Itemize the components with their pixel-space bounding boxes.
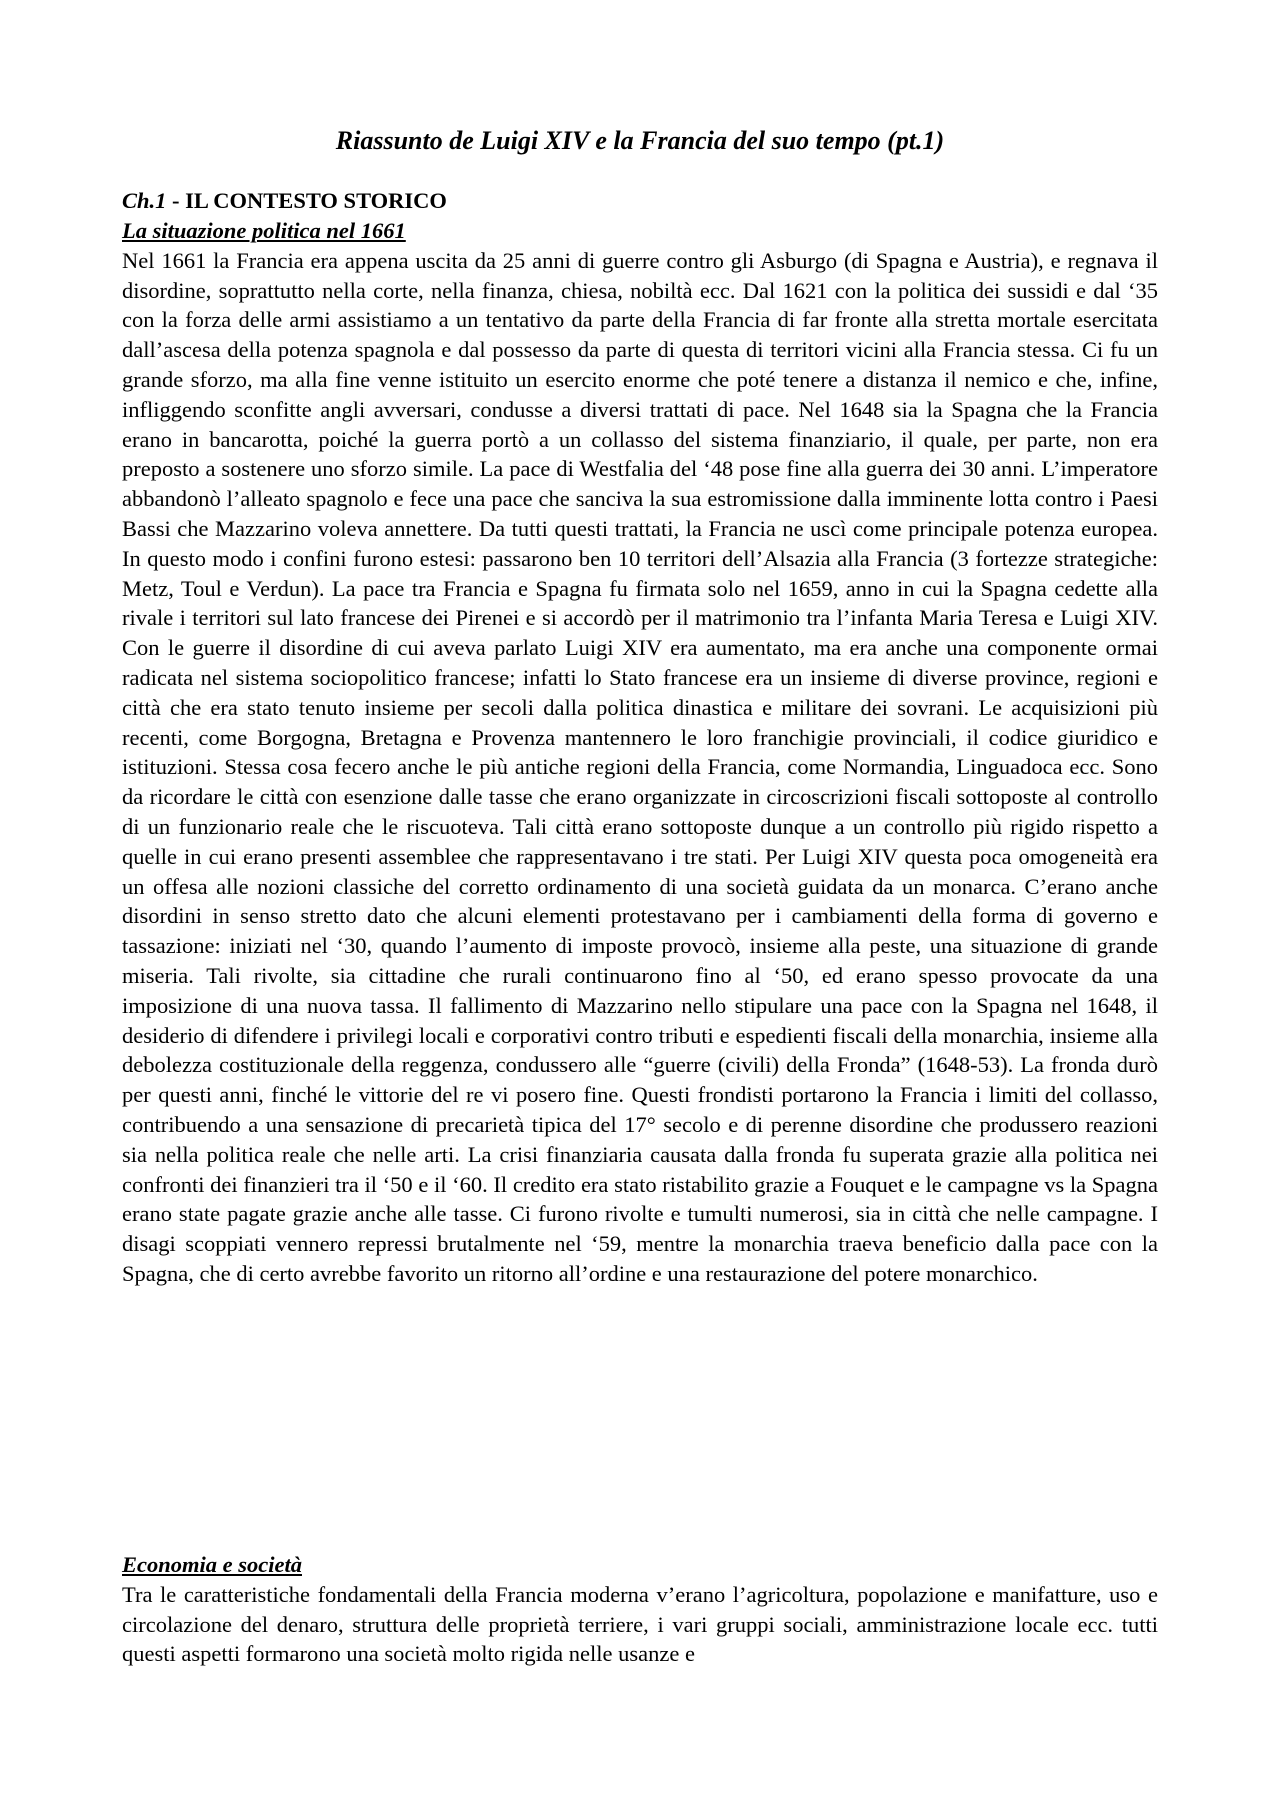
chapter-heading bbox=[122, 186, 447, 216]
section-body: Nel 1661 la Francia era appena uscita da 25 anni di guerre contro gli Asburgo (di Spagna e Austria), e regnava il disordine, soprattutto nella corte, nella finanza, chiesa, nobiltà ecc. Dal 1621 con la politica dei sussidi e dal ‘35 con la forza delle armi assistiamo a un tentativo da parte della Francia di far fronte alla stretta mortale esercitata dall’ascesa della potenza spagnola e dal possesso da parte di questa di territori vicini alla Francia stessa. Ci fu un grande sforzo, ma alla fine venne istituito un esercito enorme che poté tenere a distanza il nemico e che, infine, infliggendo sconfitte angli avversari, condusse a diversi trattati di pace. Nel 1648 sia la Spagna che la Francia erano in bancarotta, poiché la guerra portò a un collasso del sistema finanziario, il quale, per parte, non era preposto a sostenere uno sforzo simile. La pace di Westfalia del ‘48 pose fine alla guerra dei 30 anni. L’imperatore abbandonò l’alleato spagnolo e fece una pace che sanciva la sua estromissione dalla imminente lotta contro i Paesi Bassi che Mazzarino voleva annettere. Da tutti questi trattati, la Francia ne uscì come principale potenza europea. In questo modo i confini furono estesi: passarono ben 10 territori dell’Alsazia alla Francia (3 fortezze strategiche: Metz, Toul e Verdun). La pace tra Francia e Spagna fu firmata solo nel 1659, anno in cui la Spagna cedette alla rivale i territori sul lato francese dei Pirenei e si accordò per il matrimonio tra l’infanta Maria Teresa e Luigi XIV. Con le guerre il disordine di cui aveva parlato Luigi XIV era aumentato, ma era anche una componente ormai radicata nel sistema sociopolitico francese; infatti lo Stato francese era un insieme di diverse province, regioni e città che era stato tenuto insieme per secoli dalla politica dinastica e militare dei sovrani. Le acquisizioni più recenti, come Borgogna, Bretagna e Provenza mantennero le loro franchigie provinciali, il codice giuridico e istituzioni. Stessa cosa fecero anche le più antiche regioni della Francia, come Normandia, Linguadoca ecc. Sono da ricordare le città con esenzione dalle tasse che erano organizzate in circoscrizioni fiscali sottoposte al controllo di un funzionario reale che le riscuoteva. Tali città erano sottoposte dunque a un controllo più rigido rispetto a quelle in cui erano presenti assemblee che rappresentavano i tre stati. Per Luigi XIV questa poca omogeneità era un offesa alle nozioni classiche del corretto ordinamento di una società guidata da un monarca. C’erano anche disordini in senso stretto dato che alcuni elementi protestavano per i cambiamenti della forma di governo e tassazione: iniziati nel ‘30, quando l’aumento di imposte provocò, insieme alla peste, una situazione di grande miseria. Tali rivolte, sia cittadine che rurali continuarono fino al ‘50, ed erano spesso provocate da una imposizione di una nuova tassa. Il fallimento di Mazzarino nello stipulare una pace con la Spagna nel 1648, il desiderio di difendere i privilegi locali e corporativi contro tributi e espedienti fiscali della monarchia, insieme alla debolezza costituzionale della reggenza, condussero alle “guerre (civili) della Fronda” (1648-53). La fronda durò per questi anni, finché le vittorie del re vi posero fine. Questi frondisti portarono la Francia i limiti del collasso, contribuendo a una sensazione di precarietà tipica del 17° secolo e di perenne disordine che produssero reazioni sia nella politica reale che nelle arti. La crisi finanziaria causata dalla fronda fu superata grazie alla politica nei confronti dei finanzieri tra il ‘50 e il ‘60. Il credito era stato ristabilito grazie a Fouquet e le campagne vs la Spagna erano state pagate grazie anche alle tasse. Ci furono rivolte e tumulti numerosi, sia in città che nelle campagne. I disagi scoppiati vennero repressi brutalmente nel ‘59, mentre la monarchia traeva beneficio dalla pace con la Spagna, che di certo avrebbe favorito un ritorno all’ordine e una restaurazione del potere monarchico. bbox=[122, 247, 1158, 1286]
chapter-separator: - bbox=[166, 188, 186, 213]
section-economy-society bbox=[122, 1550, 1158, 1669]
section-title: Economia e società bbox=[122, 1552, 302, 1577]
chapter-title: IL CONTESTO STORICO bbox=[185, 188, 447, 213]
chapter-number: Ch.1 bbox=[122, 188, 167, 213]
section-body: Tra le caratteristiche fondamentali della Francia moderna v’erano l’agricoltura, popolazione e manifatture, uso e circolazione del denaro, struttura delle proprietà terriere, i vari gruppi sociali, amministrazione locale ecc. tutti questi aspetti formarono una società molto rigida nelle usanze e bbox=[122, 1581, 1158, 1667]
document-title: Riassunto de Luigi XIV e la Francia del suo tempo (pt.1) bbox=[335, 126, 945, 155]
section-political-situation bbox=[122, 216, 1158, 1289]
section-title: La situazione politica nel 1661 bbox=[122, 218, 406, 243]
